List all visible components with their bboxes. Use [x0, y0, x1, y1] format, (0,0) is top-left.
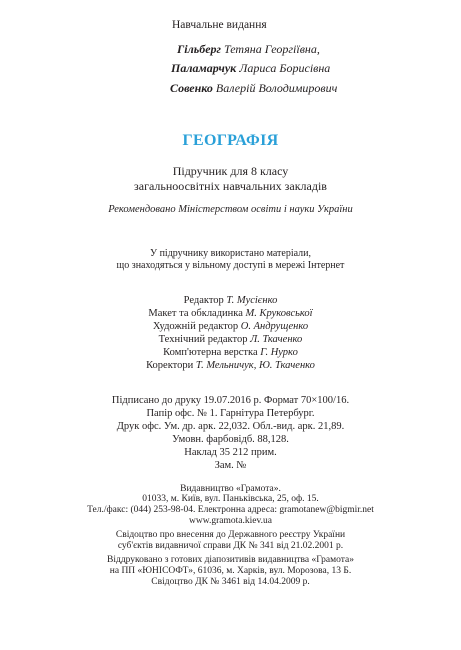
credit-person: Т. Мусієнко	[226, 295, 278, 306]
author-line	[177, 42, 320, 57]
publisher-line: Тел./факс: (044) 253-98-04. Електронна адреса: gramotanew@bigmir.net	[87, 505, 374, 515]
recommendation: Рекомендовано Міністерством освіти і науки України	[108, 204, 353, 215]
author-line	[171, 61, 330, 76]
credit-role: Технічний редактор	[158, 334, 248, 345]
print-info-line: Наклад 35 212 прим.	[184, 447, 277, 458]
publisher-line: 01033, м. Київ, вул. Паньківська, 25, оф. 15.	[142, 494, 319, 504]
book-title: ГЕОГРАФІЯ	[182, 132, 279, 149]
credit-person: Т. Мельничук, Ю. Ткаченко	[195, 360, 315, 371]
print-info-line: Умовн. фарбовідб. 88,128.	[172, 434, 289, 445]
credit-person: Л. Ткаченко	[250, 334, 303, 345]
author-name: Тетяна Георгіївна,	[223, 42, 320, 56]
author-surname: Гільберг	[177, 42, 221, 56]
printing-line: Віддруковано з готових діапозитивів видавництва «Грамота»	[107, 555, 354, 565]
credit-role: Макет та обкладинка	[148, 308, 243, 319]
subtitle-line: загальноосвітніх навчальних закладів	[134, 179, 327, 193]
author-name: Валерій Володимирович	[215, 81, 338, 95]
registration-line: Свідоцтво про внесення до Державного реєстру України	[115, 530, 346, 540]
credit-line	[0, 334, 461, 345]
author-surname: Совенко	[170, 81, 213, 95]
credit-role: Редактор	[183, 295, 224, 306]
credit-line	[0, 295, 461, 306]
credit-line	[0, 347, 461, 358]
print-info-line: Підписано до друку 19.07.2016 р. Формат 70×100/16.	[111, 395, 350, 406]
credit-line	[0, 360, 461, 371]
print-info-line: Зам. №	[214, 460, 247, 471]
publisher-website: www.gramota.kiev.ua	[189, 516, 272, 526]
notice-line: що знаходяться у вільному доступі в мережі Інтернет	[116, 260, 345, 271]
subtitle-line: Підручник для 8 класу	[172, 164, 289, 178]
credit-role: Художній редактор	[152, 321, 239, 332]
printing-line: Свідоцтво ДК № 3461 від 14.04.2009 р.	[151, 577, 310, 587]
credit-role: Коректори	[146, 360, 194, 371]
credit-person: М. Круковської	[245, 308, 313, 319]
credit-line	[0, 321, 461, 332]
credit-person: О. Андрущенко	[240, 321, 309, 332]
author-name: Лариса Борисівна	[239, 61, 331, 75]
credit-role: Комп'ютерна верстка	[163, 347, 258, 358]
publisher-line: Видавництво «Грамота».	[180, 484, 281, 494]
printing-line: на ПП «ЮНІСОФТ», 61036, м. Харків, вул. Морозова, 13 Б.	[109, 566, 352, 576]
credit-line	[0, 308, 461, 319]
edition-type: Навчальне видання	[172, 19, 267, 31]
credit-person: Г. Нурко	[260, 347, 298, 358]
author-surname: Паламарчук	[171, 61, 237, 75]
notice-line: У підручнику використано матеріали,	[149, 248, 311, 259]
print-info-line: Друк офс. Ум. др. арк. 22,032. Обл.-вид. арк. 21,89.	[116, 421, 345, 432]
registration-line: суб'єктів видавничої справи ДК № 341 від 21.02.2001 р.	[117, 541, 344, 551]
print-info-line: Папір офс. № 1. Гарнітура Петербург.	[146, 408, 315, 419]
author-line	[170, 81, 337, 96]
